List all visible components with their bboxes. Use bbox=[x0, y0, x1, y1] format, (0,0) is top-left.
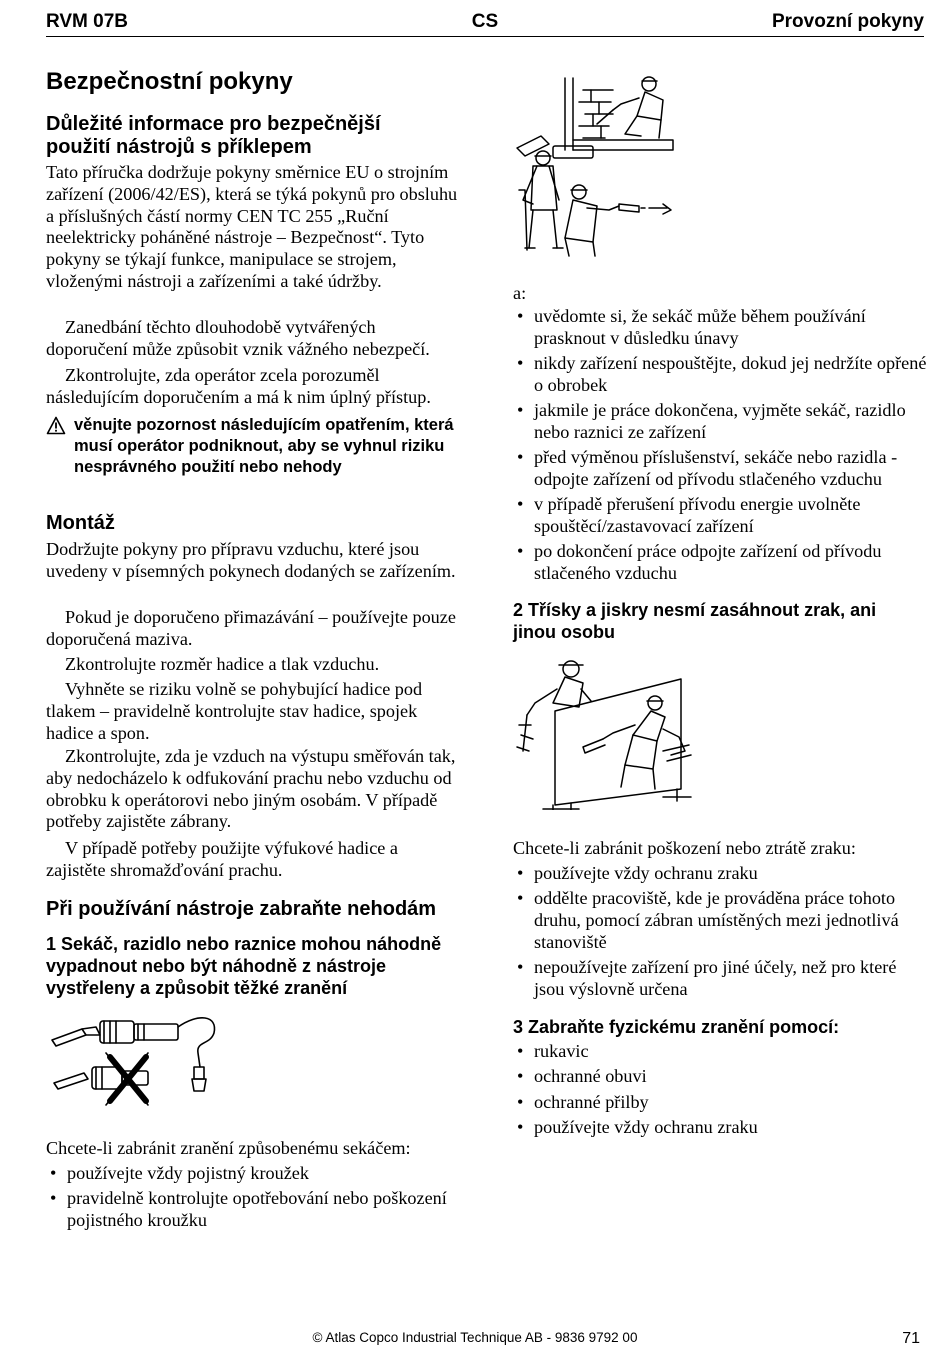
list-item: • v případě přerušení přívodu energie uvolněte spouštěcí/zastavovací zařízení bbox=[517, 494, 861, 537]
assembly-paragraph-1: Dodržujte pokyny pro přípravu vzduchu, které jsou uvedeny v písemných pokynech dodaných se zařízením. bbox=[46, 539, 456, 581]
list-item: • používejte vždy pojistný kroužek bbox=[50, 1163, 309, 1183]
warning-triangle-icon bbox=[46, 416, 66, 441]
section-1-heading: 1 Sekáč, razidlo nebo raznice mohou náhodně vypadnout nebo být náhodně z nástroje vystřeleny a způsobit těžké zranění bbox=[46, 934, 442, 998]
bullet-icon: • bbox=[517, 494, 524, 515]
section-2-bullets bbox=[513, 863, 928, 1004]
assembly-paragraph-6: V případě potřeby použijte výfukové hadice a zajistěte shromažďování prachu. bbox=[46, 838, 398, 880]
footer-copyright: © Atlas Copco Industrial Technique AB - 9836 9792 00 bbox=[312, 1330, 638, 1345]
chisel-retainer-illustration bbox=[48, 1005, 218, 1115]
warning-note bbox=[46, 415, 456, 478]
a-label: a: bbox=[513, 283, 527, 303]
a-bullets bbox=[513, 306, 928, 589]
list-item: • jakmile je práce dokončena, vyjměte sekáč, razidlo nebo raznici ze zařízení bbox=[517, 400, 906, 442]
bullet-icon: • bbox=[517, 1066, 524, 1087]
list-item: • používejte vždy ochranu zraku bbox=[517, 1116, 758, 1137]
bullet-icon: • bbox=[517, 1116, 524, 1137]
language-code: CS bbox=[471, 11, 499, 32]
bullet-icon: • bbox=[517, 306, 524, 326]
list-item: • po dokončení práce odpojte zařízení od přívodu stlačeného vzduchu bbox=[517, 541, 882, 584]
bullet-icon: • bbox=[50, 1163, 57, 1183]
bullet-icon: • bbox=[517, 863, 524, 883]
assembly-paragraph-4: Vyhněte se riziku volně se pohybující hadice pod tlakem – pravidelně kontrolujte stav hadice, spojek hadice a spon. bbox=[46, 679, 423, 743]
warning-text: věnujte pozornost následujícím opatřením, která musí operátor podniknout, aby se vyhnul riziku nesprávného použití nebo nehody bbox=[74, 416, 454, 476]
bullet-icon: • bbox=[517, 957, 524, 978]
assembly-paragraph-3: Zkontrolujte rozměr hadice a tlak vzduchu. bbox=[65, 654, 380, 674]
bullet-icon: • bbox=[50, 1188, 57, 1209]
list-item: • uvědomte si, že sekáč může během používání prasknout v důsledku únavy bbox=[517, 306, 866, 348]
page-header bbox=[46, 10, 924, 37]
list-item: • nikdy zařízení nespouštějte, dokud jej nedržíte opřené o obrobek bbox=[517, 353, 927, 395]
assembly-paragraph-2: Pokud je doporučeno přimazávání – používejte pouze doporučená maziva. bbox=[46, 607, 456, 649]
section-1-bullets bbox=[46, 1163, 456, 1235]
list-item: • oddělte pracoviště, kde je prováděna práce tohoto druhu, pomocí zábran umístěných mezi jednotlivá stanoviště bbox=[517, 888, 899, 952]
list-item: • používejte vždy ochranu zraku bbox=[517, 863, 758, 883]
intro-paragraph: Tato příručka dodržuje pokyny směrnice EU o strojním zařízení (2006/42/ES), která se týká pokynů pro obsluhu a příslušných částí normy CEN TC 255 „Ruční neelektricky poháněné nástroje – Bezpečnost“. Tyto pokyny se týkají funkce, manipulace se strojem, vloženými nástroji a zařízeními a také údržby. bbox=[46, 162, 458, 291]
accident-heading: Při používání nástroje zabraňte nehodám bbox=[46, 898, 437, 920]
overhead-chisel-work-illustration bbox=[513, 70, 683, 260]
list-item: • nepoužívejte zařízení pro jiné účely, než pro které jsou výslovně určena bbox=[517, 957, 897, 999]
section-name: Provozní pokyny bbox=[771, 11, 924, 32]
section-3-heading: 3 Zabraňte fyzickému zranění pomocí: bbox=[513, 1017, 840, 1037]
bullet-icon: • bbox=[517, 541, 524, 562]
bullet-icon: • bbox=[517, 400, 524, 421]
neglect-paragraph: Zanedbání těchto dlouhodobě vytvářených doporučení může způsobit vznik vážného nebezpečí. bbox=[46, 317, 430, 359]
list-item: • pravidelně kontrolujte opotřebování nebo poškození pojistného kroužku bbox=[50, 1188, 447, 1231]
bullet-icon: • bbox=[517, 353, 524, 374]
product-code: RVM 07B bbox=[46, 11, 129, 32]
intro-heading: Důležité informace pro bezpečnější použití nástrojů s příklepem bbox=[46, 113, 381, 158]
page-number: 71 bbox=[902, 1330, 920, 1347]
section-3-bullets bbox=[513, 1041, 928, 1142]
bullet-icon: • bbox=[517, 1041, 524, 1061]
page-title: Bezpečnostní pokyny bbox=[46, 68, 293, 95]
list-item: • rukavic bbox=[517, 1041, 589, 1061]
bullet-icon: • bbox=[517, 447, 524, 468]
list-item: • ochranné přilby bbox=[517, 1091, 649, 1112]
assembly-heading: Montáž bbox=[46, 512, 115, 534]
protective-screen-illustration bbox=[513, 655, 698, 810]
list-item: • před výměnou příslušenství, sekáče nebo razidla - odpojte zařízení od přívodu stlačeného vzduchu bbox=[517, 447, 898, 490]
operator-paragraph: Zkontrolujte, zda operátor zcela porozuměl následujícím doporučením a má k nim úplný přístup. bbox=[46, 365, 431, 407]
bullet-icon: • bbox=[517, 888, 524, 909]
section-1-intro: Chcete-li zabránit zranění způsobenému sekáčem: bbox=[46, 1138, 411, 1158]
assembly-paragraph-5: Zkontrolujte, zda je vzduch na výstupu směřován tak, aby nedocházelo k odfukování prachu nebo vzduchu od obrobku k operátorovi nebo jiným osobám. V případě potřeby zajistěte zábrany. bbox=[46, 746, 456, 832]
list-item: • ochranné obuvi bbox=[517, 1066, 647, 1087]
section-2-heading: 2 Třísky a jiskry nesmí zasáhnout zrak, ani jinou osobu bbox=[513, 600, 877, 642]
section-2-intro: Chcete-li zabránit poškození nebo ztrátě zraku: bbox=[513, 838, 856, 858]
bullet-icon: • bbox=[517, 1091, 524, 1112]
